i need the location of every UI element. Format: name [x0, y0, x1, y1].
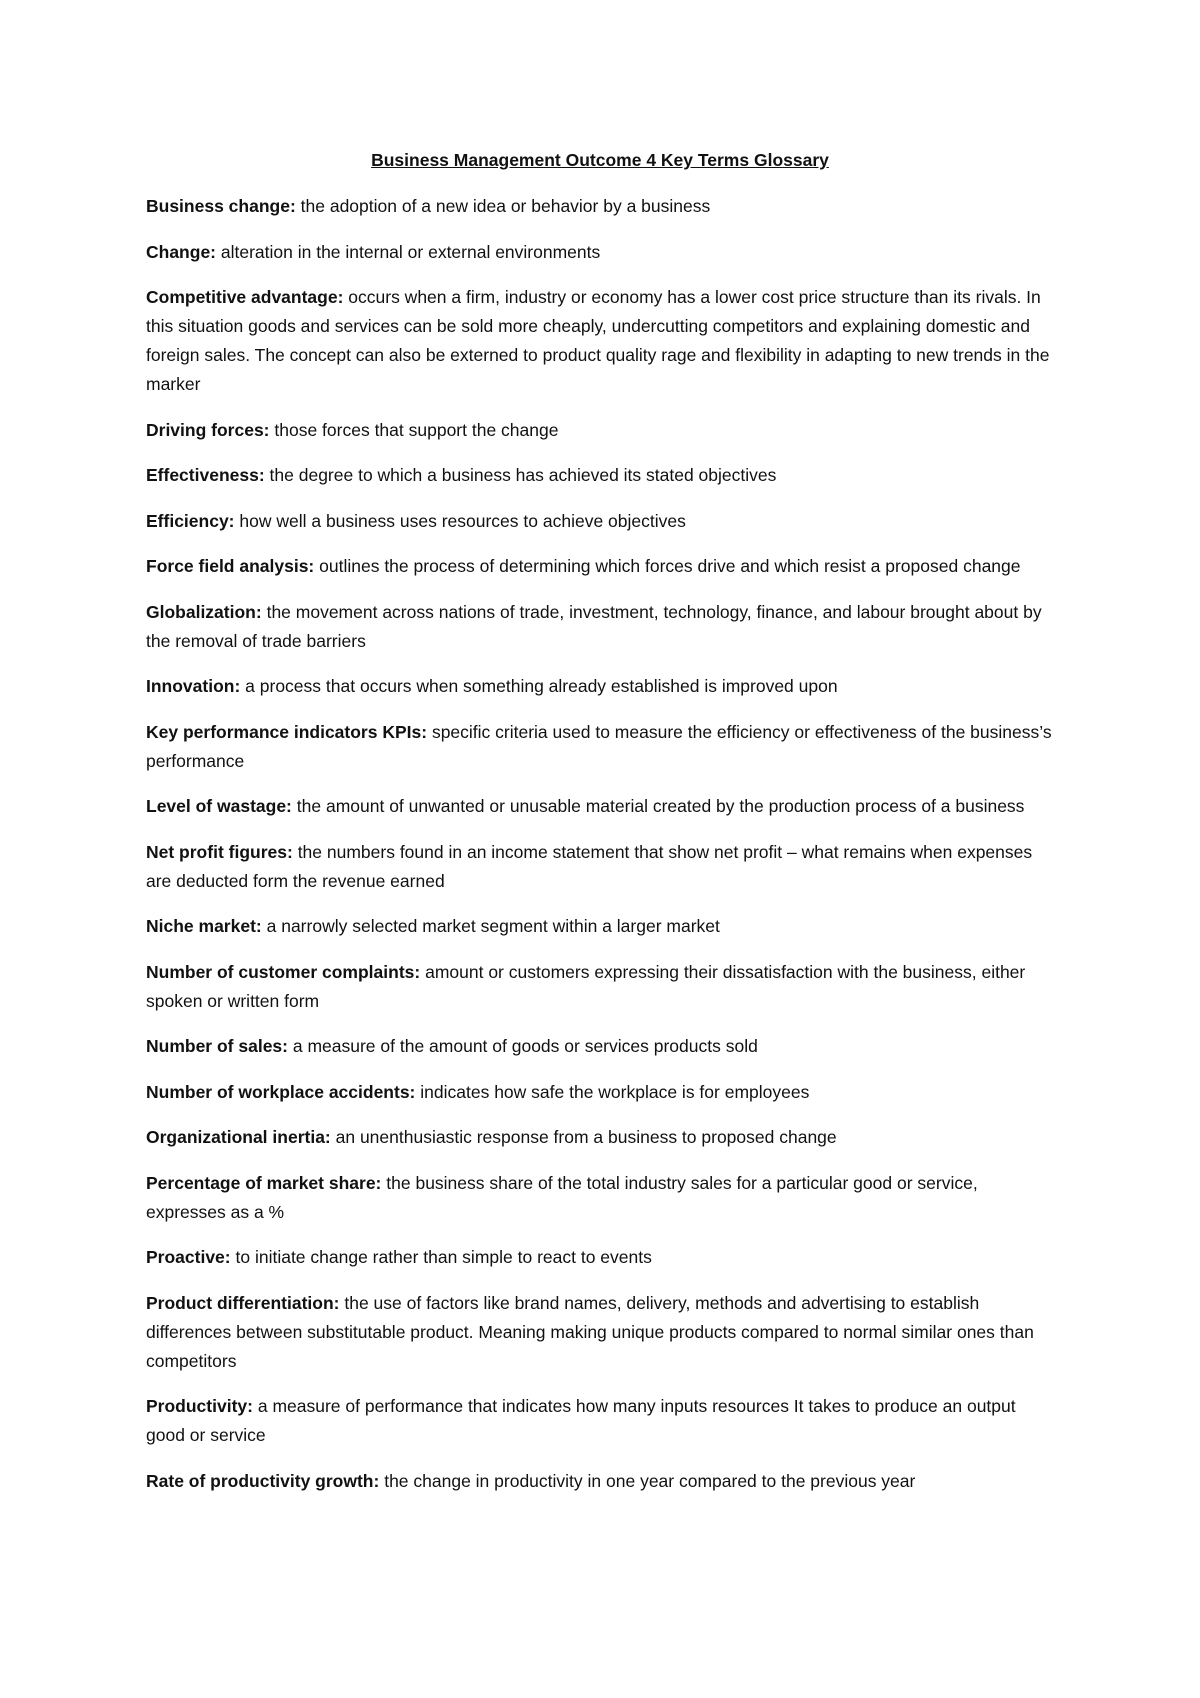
glossary-definition: an unenthusiastic response from a business to proposed change: [335, 1127, 837, 1147]
glossary-term: Rate of productivity growth:: [146, 1470, 380, 1491]
glossary-term: Key performance indicators KPIs:: [146, 721, 428, 742]
glossary-definition: alteration in the internal or external environments: [220, 241, 601, 262]
glossary-term: Level of wastage:: [146, 796, 292, 816]
glossary-definition: a measure of the amount of goods or services products sold: [292, 1036, 758, 1056]
glossary-entry: [146, 507, 1058, 536]
glossary-entry: [146, 718, 1058, 776]
glossary-entry: [146, 838, 1058, 896]
glossary-definition: the degree to which a business has achieved its stated objectives: [269, 465, 777, 485]
glossary-entry: [146, 283, 1058, 399]
glossary-entry: [146, 1392, 1058, 1450]
glossary-entry: [146, 1289, 1058, 1376]
glossary-term: Proactive:: [146, 1247, 231, 1267]
glossary-term: Product differentiation:: [146, 1292, 340, 1313]
glossary-definition: the change in productivity in one year compared to the previous year: [384, 1470, 916, 1491]
glossary-term: Efficiency:: [146, 510, 235, 531]
glossary-term: Driving forces:: [146, 419, 270, 440]
glossary-definition: how well a business uses resources to achieve objectives: [239, 510, 686, 531]
glossary-definition: the business share of the total industry sales for a particular good or service, expresses as a %: [146, 1172, 978, 1222]
glossary-term: Organizational inertia:: [146, 1127, 331, 1147]
glossary-entry: [146, 672, 1058, 701]
glossary-entry: [146, 912, 1058, 941]
glossary-definition: occurs when a firm, industry or economy has a lower cost price structure than its rivals. In this situation goods and services can be sold more cheaply, undercutting competitors and explaining domestic and foreign sales. The concept can also be externed to product quality rage and flexibility in adapting to new trends in the marker: [146, 287, 1050, 394]
glossary-definition: specific criteria used to measure the efficiency or effectiveness of the business’s performance: [146, 721, 1052, 771]
glossary-term: Number of sales:: [146, 1036, 288, 1056]
glossary-definition: a narrowly selected market segment within a larger market: [266, 916, 720, 936]
glossary-entry: [146, 1243, 1058, 1272]
glossary-entry: [146, 238, 1058, 267]
glossary-term: Number of workplace accidents:: [146, 1081, 416, 1102]
glossary-entry: [146, 552, 1058, 581]
glossary-term: Net profit figures:: [146, 841, 293, 862]
glossary-term: Business change:: [146, 196, 296, 216]
glossary-term: Niche market:: [146, 916, 262, 936]
glossary-entry: [146, 598, 1058, 656]
glossary-term: Effectiveness:: [146, 465, 265, 485]
glossary-term: Force field analysis:: [146, 556, 315, 576]
glossary-definition: a measure of performance that indicates how many inputs resources It takes to produce an output good or service: [146, 1396, 1016, 1445]
glossary-term: Percentage of market share:: [146, 1172, 382, 1193]
glossary-entry: [146, 416, 1058, 445]
glossary-entry: [146, 1467, 1058, 1496]
glossary-entry: [146, 958, 1058, 1016]
glossary-definition: outlines the process of determining which forces drive and which resist a proposed change: [319, 556, 1021, 576]
glossary-term: Innovation:: [146, 676, 241, 696]
glossary-entry: [146, 192, 1058, 221]
glossary-term: Number of customer complaints:: [146, 961, 421, 982]
glossary-definition: amount or customers expressing their dissatisfaction with the business, either spoken or written form: [146, 961, 1026, 1011]
glossary-definition: the movement across nations of trade, investment, technology, finance, and labour brought about by the removal of trade barriers: [146, 601, 1042, 651]
glossary-entry: [146, 1169, 1058, 1227]
glossary-entry: [146, 1123, 1058, 1152]
glossary-definition: the use of factors like brand names, delivery, methods and advertising to establish differences between substitutable product. Meaning making unique products compared to normal similar ones than competitors: [146, 1292, 1034, 1371]
glossary-definition: indicates how safe the workplace is for employees: [420, 1081, 810, 1102]
glossary-definition: to initiate change rather than simple to react to events: [235, 1247, 652, 1267]
glossary-definition: the numbers found in an income statement that show net profit – what remains when expenses are deducted form the revenue earned: [146, 841, 1033, 891]
glossary-definition: the amount of unwanted or unusable material created by the production process of a business: [296, 796, 1025, 816]
page-title: Business Management Outcome 4 Key Terms Glossary: [371, 150, 829, 170]
glossary-definition: those forces that support the change: [274, 419, 559, 440]
glossary-list: [146, 192, 1058, 1512]
glossary-definition: a process that occurs when something already established is improved upon: [245, 676, 838, 696]
glossary-term: Globalization:: [146, 601, 262, 622]
glossary-entry: [146, 461, 1058, 490]
glossary-entry: [146, 792, 1058, 821]
glossary-entry: [146, 1032, 1058, 1061]
glossary-entry: [146, 1078, 1058, 1107]
glossary-definition: the adoption of a new idea or behavior by a business: [300, 196, 711, 216]
glossary-term: Productivity:: [146, 1396, 253, 1416]
glossary-term: Change:: [146, 241, 216, 262]
glossary-term: Competitive advantage:: [146, 287, 344, 307]
